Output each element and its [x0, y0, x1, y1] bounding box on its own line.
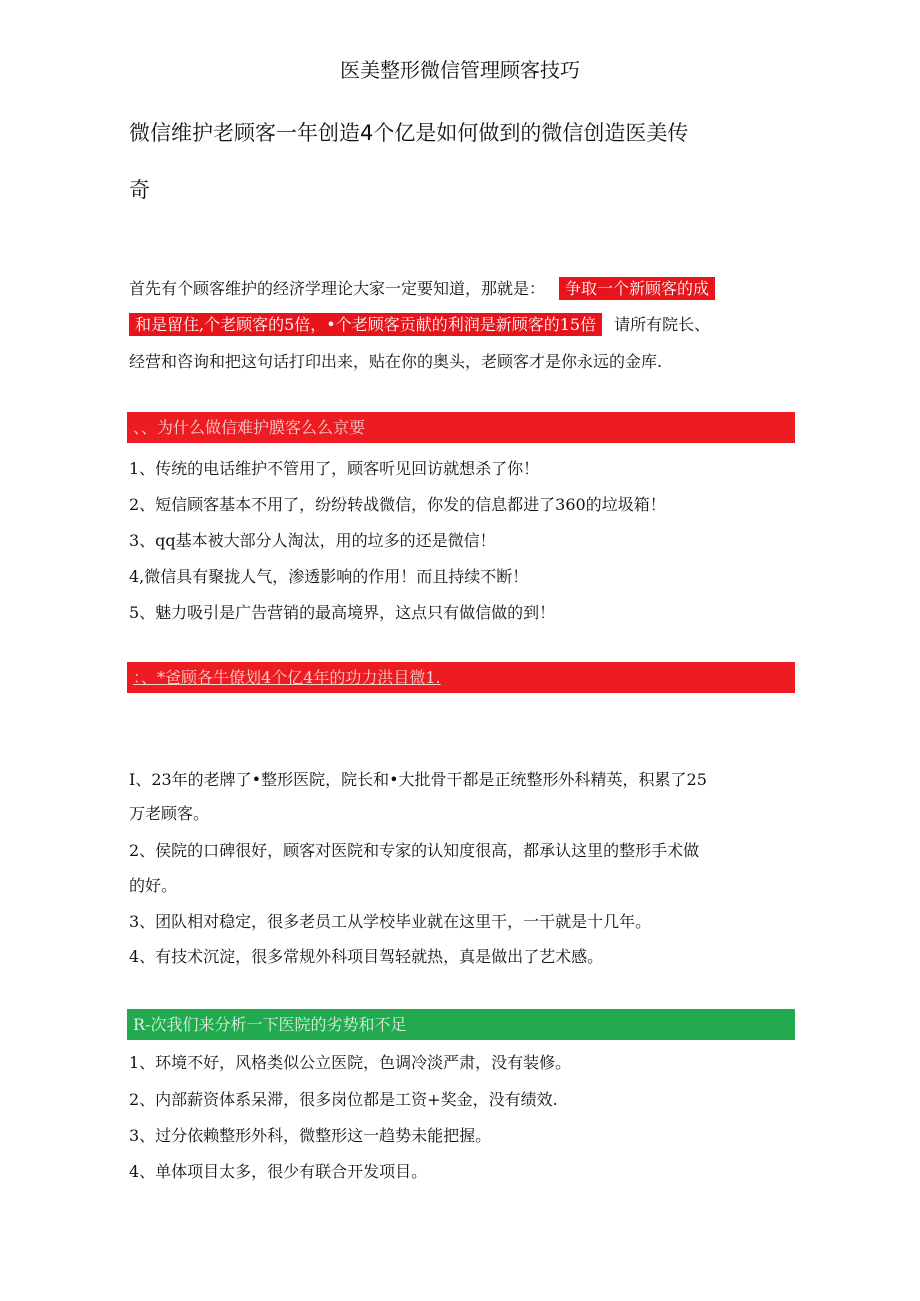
section-2-item-line: 2、侯院的口碑很好，顾客对医院和专家的认知度很高，都承认这里的整形手术做	[129, 841, 700, 860]
intro-line-2	[129, 312, 710, 335]
intro-line-2-text: 请所有院长、	[614, 315, 711, 334]
intro-highlight-2: 和是留住,个老顾客的5倍，•个老顾客贡献的利润是新顾客的15倍	[129, 313, 602, 336]
section-2-item-line: 3、团队相对稳定，很多老员工从学校毕业就在这里干，一干就是十几年。	[129, 912, 652, 931]
section-1-item: 4,微信具有聚拢人气，渗透影响的作用！而且持续不断！	[129, 567, 529, 586]
subtitle-line-2: 奇	[129, 178, 150, 202]
section-3-item: 2、内部薪资体系呆滞，很多岗位都是工资+奖金，没有绩效.	[129, 1090, 558, 1109]
subtitle-line-1: 微信维护老顾客一年创造4个亿是如何做到的微信创造医美传	[129, 121, 689, 145]
section-2-item-line: 4、有技术沉淀，很多常规外科项目驾轻就热，真是做出了艺术感。	[129, 947, 604, 966]
section-1-item: 2、短信顾客基本不用了，纷纷转战微信，你发的信息都进了360的垃圾箱！	[129, 495, 666, 514]
intro-line-3: 经营和咨询和把这句话打印出来，贴在你的奥头，老顾客才是你永远的金库.	[129, 352, 663, 371]
intro-line-1-text: 首先有个顾客维护的经济学理论大家一定要知道，那就是：	[129, 279, 546, 298]
section-2-header: ：、*爸顾各牛僚划4个亿4年的功力洪目微1.	[127, 662, 795, 693]
intro-highlight-1: 争取一个新顾客的成	[559, 277, 715, 300]
section-1-item: 1、传统的电话维护不管用了，顾客听见回访就想杀了你！	[129, 459, 540, 478]
section-1-header: 、、为什么做信难护膜客么么京要	[127, 412, 795, 443]
section-3-header: R-次我们来分析一下医院的劣势和不足	[127, 1009, 795, 1040]
section-3-item: 3、过分依赖整形外科，微整形这一趋势未能把握。	[129, 1126, 492, 1145]
document-title: 医美整形微信管理顾客技巧	[340, 58, 580, 82]
section-2-item-line: I、23年的老牌了•整形医院，院长和•大批骨干都是正统整形外科精英，积累了25	[129, 770, 707, 789]
intro-line-1	[129, 276, 715, 299]
section-3-item: 4、单体项目太多，很少有联合开发项目。	[129, 1162, 428, 1181]
section-1-item: 3、qq基本被大部分人淘汰，用的垃多的还是微信！	[129, 531, 496, 550]
section-2-item-line: 的好。	[129, 876, 178, 895]
section-2-item-line: 万老顾客。	[129, 804, 210, 823]
section-1-item: 5、魅力吸引是广告营销的最高境界，这点只有做信做的到！	[129, 603, 556, 622]
section-3-item: 1、环境不好，风格类似公立医院，色调冷淡严肃，没有装修。	[129, 1053, 572, 1072]
